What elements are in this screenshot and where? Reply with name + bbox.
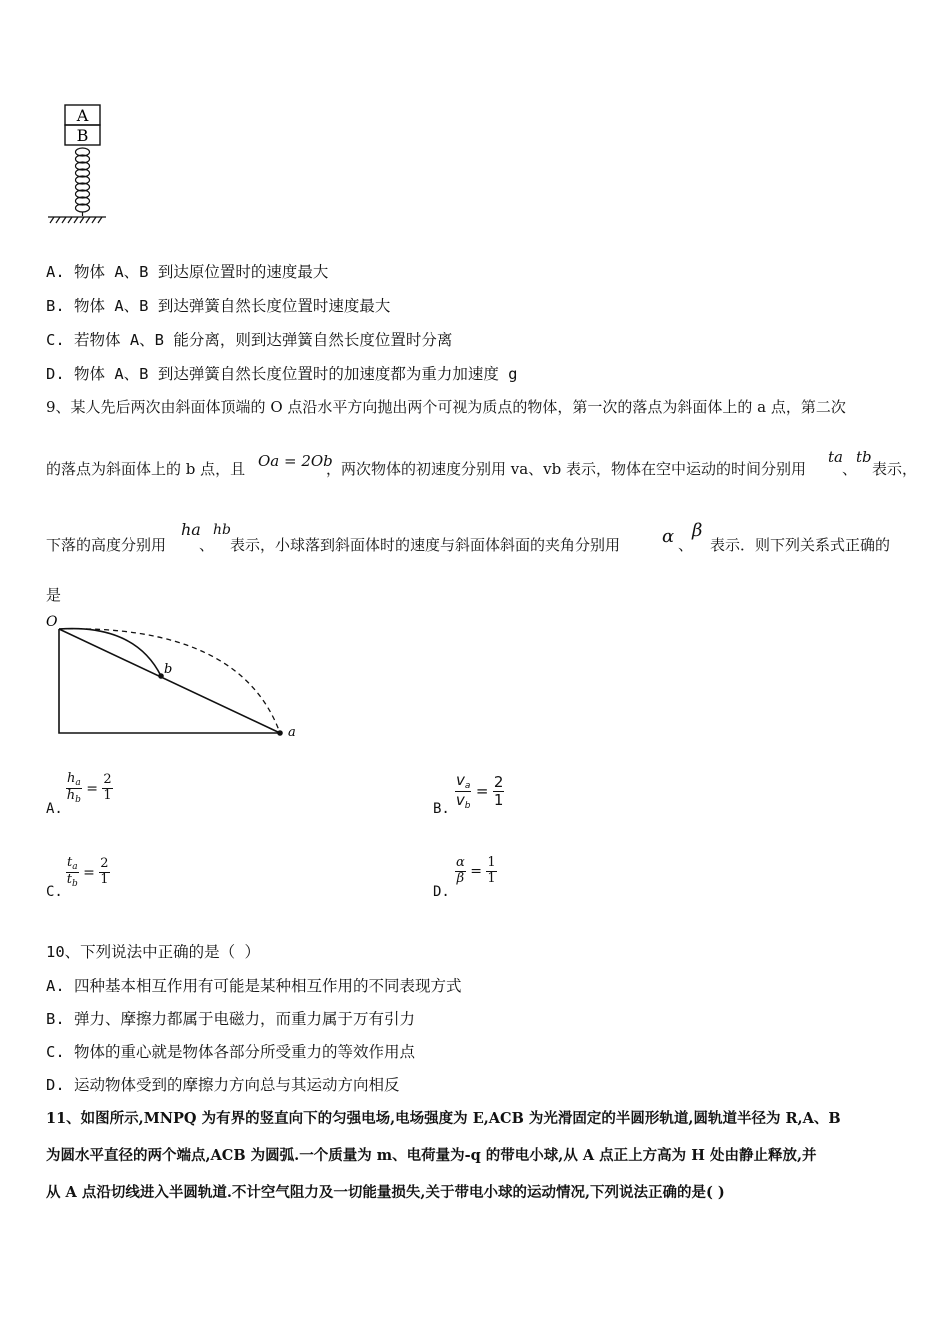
label-b: b <box>164 662 173 677</box>
q9-stem-line3b: 表示，小球落到斜面体时的速度与斜面体斜面的夹角分别用 <box>230 536 621 554</box>
q10-option-b: B. 弹力、摩擦力都属于电磁力，而重力属于万有引力 <box>46 1010 415 1028</box>
q9-option-d-eq: = <box>470 863 482 880</box>
q9-option-d-den: β <box>456 870 465 886</box>
q9-option-a-rden: 1 <box>103 788 112 804</box>
q8-option-c: C. 若物体 A、B 能分离，则到达弹簧自然长度位置时分离 <box>46 331 453 349</box>
q9-option-a-num: $h_a$ <box>67 771 81 788</box>
q9-option-c-label: C. <box>46 884 63 900</box>
q9-stem-line3a: 下落的高度分别用 <box>46 536 167 554</box>
spring-block-figure <box>40 100 120 228</box>
q9-option-a-den: $h_b$ <box>66 788 81 806</box>
q9-option-b-eq: = <box>475 781 489 800</box>
q11-stem-line2: 为圆水平直径的两个端点,ACB 为圆弧.一个质量为 m、电荷量为-q 的带电小球,从 A 点正上方高为 H 处由静止释放,并 <box>46 1147 817 1164</box>
label-o: O <box>46 614 58 630</box>
q9-option-c-eq: = <box>83 864 95 881</box>
q9-option-b-rden: 1 <box>493 791 504 810</box>
point-a <box>277 730 283 736</box>
q8-option-d: D. 物体 A、B 到达弹簧自然长度位置时的加速度都为重力加速度 g <box>46 365 518 383</box>
q9-beta: β <box>692 520 703 541</box>
q9-stem-line2b: ，两次物体的初速度分别用 va、vb 表示，物体在空中运动的时间分别用 <box>326 460 807 478</box>
q9-sep-ab: 、 <box>678 536 694 554</box>
q9-stem-line2c: 表示， <box>872 460 918 478</box>
q8-option-a: A. 物体 A、B 到达原位置时的速度最大 <box>46 263 329 281</box>
q9-option-d-label: D. <box>433 884 450 900</box>
q9-option-d-num: α <box>456 855 465 870</box>
q10-option-c: C. 物体的重心就是物体各部分所受重力的等效作用点 <box>46 1043 415 1061</box>
label-a: a <box>288 725 296 740</box>
point-b <box>158 673 164 679</box>
q9-option-b-label: B. <box>433 801 450 817</box>
q9-option-a-eq: = <box>86 780 98 797</box>
q9-stem-line1: 9、某人先后两次由斜面体顶端的 O 点沿水平方向抛出两个可视为质点的物体，第一次的落点为斜面体上的 a 点，第二次 <box>46 398 846 416</box>
q9-sep-h: 、 <box>199 536 215 554</box>
q9-hb: hb <box>213 522 231 538</box>
q9-option-a-rnum: 2 <box>103 772 112 788</box>
q10-stem: 10、下列说法中正确的是（ ） <box>46 943 260 961</box>
q9-ha: ha <box>181 520 201 539</box>
q9-option-d-rden: 1 <box>487 870 496 886</box>
q9-ta: ta <box>828 448 843 466</box>
q9-option-c-den: $t_b$ <box>66 872 78 890</box>
ground <box>48 217 106 223</box>
spring <box>76 148 90 216</box>
q9-stem-line2a: 的落点为斜面体上的 b 点，且 <box>46 460 246 478</box>
q9-option-b-rnum: 2 <box>493 773 504 792</box>
q9-option-b-num: $v_a$ <box>456 771 471 791</box>
block-b-label: B <box>76 126 89 145</box>
q9-option-c-rden: 1 <box>100 872 109 888</box>
q11-stem-line3: 从 A 点沿切线进入半圆轨道.不计空气阻力及一切能量损失,关于带电小球的运动情况,下列说法正确的是( ) <box>46 1184 725 1201</box>
q10-option-d: D. 运动物体受到的摩擦力方向总与其运动方向相反 <box>46 1076 400 1094</box>
q11-stem-line1: 11、如图所示,MNPQ 为有界的竖直向下的匀强电场,电场强度为 E,ACB 为光滑固定的半圆形轨道,圆轨道半径为 R,A、B <box>46 1110 841 1127</box>
q9-option-d-rnum: 1 <box>487 855 496 870</box>
q9-stem-line4: 是 <box>46 586 62 604</box>
q9-option-c-rnum: 2 <box>100 856 109 872</box>
q9-eq-oa: Oa = 2Ob <box>258 452 333 470</box>
q9-stem-line3c: 表示．则下列关系式正确的 <box>710 536 891 554</box>
q10-option-a: A. 四种基本相互作用有可能是某种相互作用的不同表现方式 <box>46 977 462 995</box>
incline-figure <box>40 610 310 740</box>
q9-tb: tb <box>856 448 872 466</box>
q9-alpha: α <box>662 526 675 547</box>
q9-option-b-den: $v_b$ <box>455 791 471 812</box>
q8-option-b: B. 物体 A、B 到达弹簧自然长度位置时速度最大 <box>46 297 391 315</box>
q9-sep-t: 、 <box>842 460 858 478</box>
q9-option-c-num: $t_a$ <box>67 855 78 872</box>
block-a-label: A <box>76 106 89 125</box>
q9-option-a-label: A. <box>46 801 63 817</box>
